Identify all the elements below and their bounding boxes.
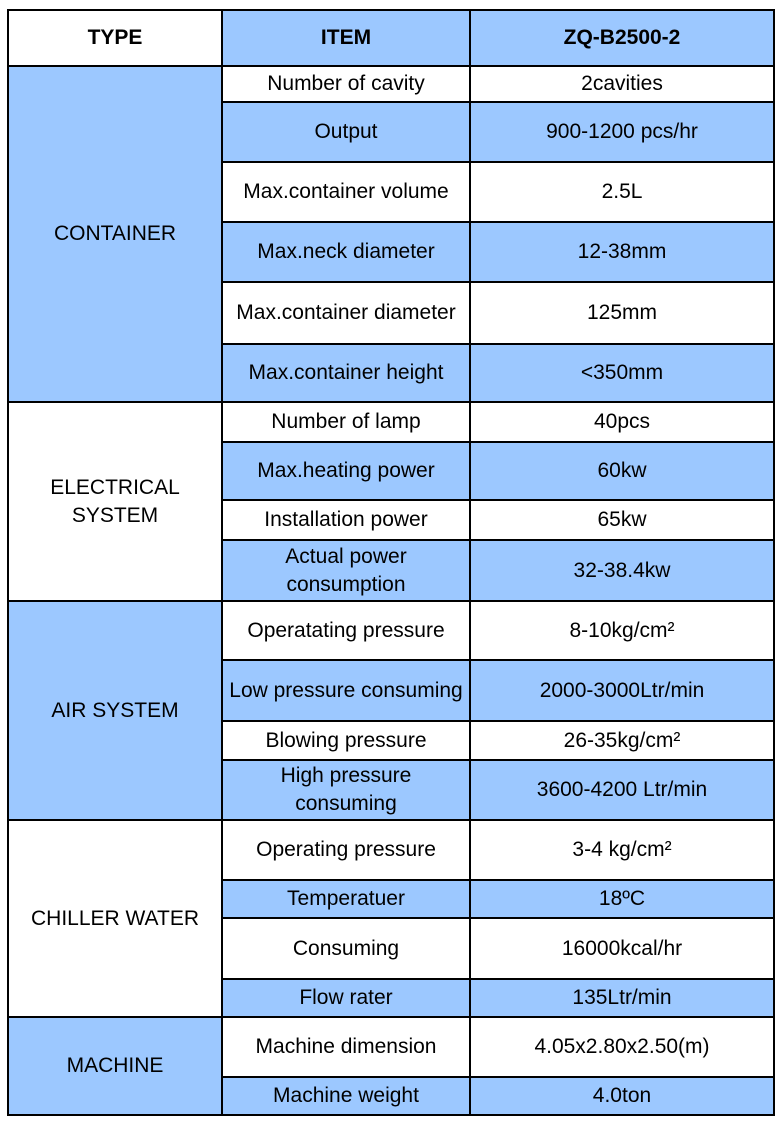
item-cell: Flow rater (222, 979, 470, 1017)
item-cell: Machine weight (222, 1077, 470, 1115)
item-cell: Blowing pressure (222, 721, 470, 760)
item-cell: Consuming (222, 918, 470, 979)
spec-table (7, 9, 775, 1116)
group-electrical-system: ELECTRICAL SYSTEM (8, 402, 222, 601)
value-cell: 3600-4200 Ltr/min (470, 760, 774, 820)
value-cell: 135Ltr/min (470, 979, 774, 1017)
table-row (8, 820, 774, 880)
item-cell: Temperatuer (222, 880, 470, 918)
item-cell: High pressure consuming (222, 760, 470, 820)
table-row (8, 601, 774, 660)
value-cell: <350mm (470, 344, 774, 402)
table-row (8, 1017, 774, 1077)
value-cell: 32-38.4kw (470, 540, 774, 601)
group-machine: MACHINE (8, 1017, 222, 1115)
item-cell: Machine dimension (222, 1017, 470, 1077)
value-cell: 4.0ton (470, 1077, 774, 1115)
value-cell: 18ºC (470, 880, 774, 918)
value-cell: 12-38mm (470, 222, 774, 282)
header-item: ITEM (222, 10, 470, 66)
value-cell: 60kw (470, 442, 774, 500)
value-cell: 16000kcal/hr (470, 918, 774, 979)
value-cell: 125mm (470, 282, 774, 344)
item-cell: Max.container height (222, 344, 470, 402)
header-model: ZQ-B2500-2 (470, 10, 774, 66)
item-cell: Operatating pressure (222, 601, 470, 660)
value-cell: 8-10kg/cm² (470, 601, 774, 660)
item-cell: Max.neck diameter (222, 222, 470, 282)
value-cell: 26-35kg/cm² (470, 721, 774, 760)
value-cell: 2.5L (470, 162, 774, 222)
value-cell: 900-1200 pcs/hr (470, 102, 774, 162)
value-cell: 65kw (470, 500, 774, 540)
value-cell: 2000-3000Ltr/min (470, 660, 774, 721)
item-cell: Operating pressure (222, 820, 470, 880)
group-chiller-water: CHILLER WATER (8, 820, 222, 1017)
item-cell: Low pressure consuming (222, 660, 470, 721)
item-cell: Actual power consumption (222, 540, 470, 601)
spec-sheet (7, 9, 775, 1116)
item-cell: Max.container diameter (222, 282, 470, 344)
item-cell: Number of lamp (222, 402, 470, 442)
item-cell: Output (222, 102, 470, 162)
group-air-system: AIR SYSTEM (8, 601, 222, 820)
value-cell: 40pcs (470, 402, 774, 442)
item-cell: Installation power (222, 500, 470, 540)
group-container: CONTAINER (8, 66, 222, 402)
item-cell: Max.container volume (222, 162, 470, 222)
value-cell: 3-4 kg/cm² (470, 820, 774, 880)
item-cell: Max.heating power (222, 442, 470, 500)
header-row (8, 10, 774, 66)
header-type: TYPE (8, 10, 222, 66)
table-row (8, 66, 774, 102)
value-cell: 2cavities (470, 66, 774, 102)
table-row (8, 402, 774, 442)
value-cell: 4.05x2.80x2.50(m) (470, 1017, 774, 1077)
item-cell: Number of cavity (222, 66, 470, 102)
